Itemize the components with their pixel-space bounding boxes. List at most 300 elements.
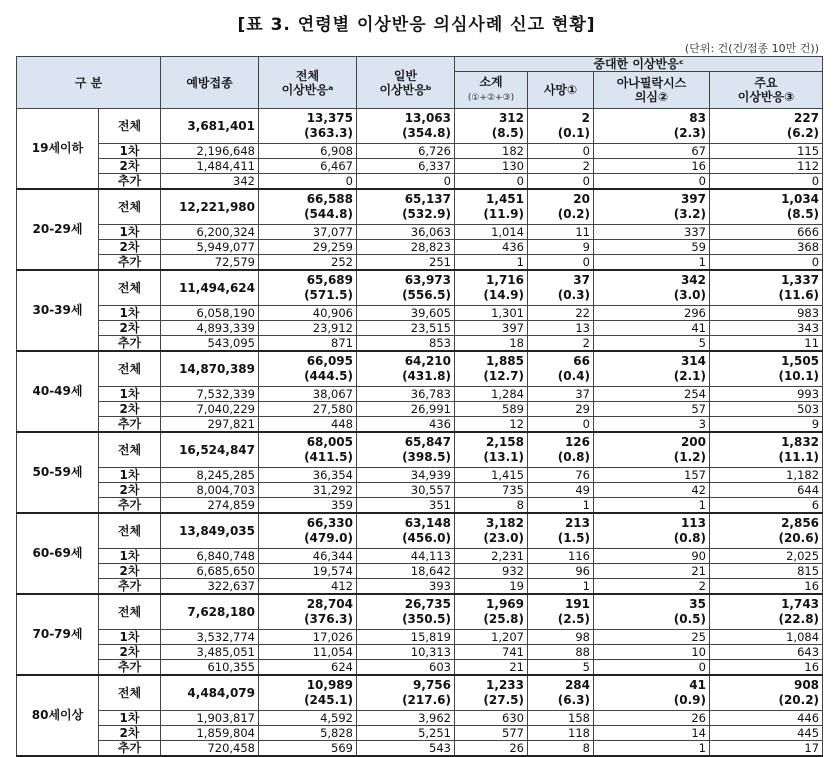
cell-vacc: 6,685,650 xyxy=(161,564,259,579)
cell-total: 871 xyxy=(259,336,357,352)
cell-vacc: 4,484,079 xyxy=(161,675,259,711)
cell-gen: 351 xyxy=(357,498,455,514)
cell-death: 76 xyxy=(528,468,594,483)
cell-death-rate: (2.5) xyxy=(557,612,590,626)
cell-total-rate: (376.3) xyxy=(304,612,353,626)
cell-major: 115 xyxy=(710,144,823,159)
dose-label: 추가 xyxy=(99,660,161,676)
header-anaphylaxis xyxy=(594,72,710,109)
header-total-ae-text: 전체 이상반응ᵃ xyxy=(281,68,334,97)
cell-ana xyxy=(594,594,710,630)
cell-ana: 1 xyxy=(594,255,710,271)
table-row xyxy=(17,513,823,549)
cell-death: 88 xyxy=(528,645,594,660)
cell-ana-count: 397 xyxy=(680,192,706,206)
age-group-label: 19세이하 xyxy=(17,109,99,190)
cell-death-rate: (6.3) xyxy=(557,693,590,707)
cell-gen-count: 9,756 xyxy=(413,678,451,692)
cell-sub xyxy=(455,351,528,387)
dose-label: 1차 xyxy=(99,225,161,240)
table-row xyxy=(17,306,823,321)
cell-ana xyxy=(594,189,710,225)
cell-death: 96 xyxy=(528,564,594,579)
cell-death: 2 xyxy=(528,336,594,352)
cell-ana: 0 xyxy=(594,660,710,676)
cell-death-rate: (0.8) xyxy=(557,450,590,464)
cell-total: 5,828 xyxy=(259,726,357,741)
cell-ana: 42 xyxy=(594,483,710,498)
dose-label: 1차 xyxy=(99,468,161,483)
cell-major-count: 1,337 xyxy=(781,273,820,287)
cell-total: 29,259 xyxy=(259,240,357,255)
cell-total: 40,906 xyxy=(259,306,357,321)
cell-death: 0 xyxy=(528,174,594,190)
cell-total: 23,912 xyxy=(259,321,357,336)
cell-death: 49 xyxy=(528,483,594,498)
cell-major: 11 xyxy=(710,336,823,352)
cell-major-rate: (10.1) xyxy=(778,369,820,383)
cell-death-rate: (1.5) xyxy=(557,531,590,545)
cell-major: 643 xyxy=(710,645,823,660)
cell-major: 17 xyxy=(710,741,823,757)
age-group-label: 30-39세 xyxy=(17,270,99,351)
cell-total-count: 68,005 xyxy=(306,435,353,449)
cell-vacc: 720,458 xyxy=(161,741,259,757)
cell-vacc: 7,040,229 xyxy=(161,402,259,417)
cell-sub-rate: (25.8) xyxy=(483,612,524,626)
dose-label: 추가 xyxy=(99,579,161,595)
dose-label: 1차 xyxy=(99,387,161,402)
cell-ana-rate: (1.2) xyxy=(673,450,706,464)
cell-major-rate: (11.1) xyxy=(778,450,820,464)
cell-total-rate: (444.5) xyxy=(304,369,353,383)
cell-ana-count: 35 xyxy=(689,597,706,611)
cell-ana-count: 83 xyxy=(689,111,706,125)
cell-sub-rate: (11.9) xyxy=(483,207,524,221)
cell-gen xyxy=(357,109,455,144)
cell-gen-count: 64,210 xyxy=(404,354,451,368)
cell-vacc: 274,859 xyxy=(161,498,259,514)
dose-label: 전체 xyxy=(99,109,161,144)
cell-death: 158 xyxy=(528,711,594,726)
cell-death xyxy=(528,594,594,630)
cell-vacc: 4,893,339 xyxy=(161,321,259,336)
cell-death: 2 xyxy=(528,159,594,174)
cell-vacc: 16,524,847 xyxy=(161,432,259,468)
cell-gen-count: 65,137 xyxy=(404,192,451,206)
cell-ana xyxy=(594,675,710,711)
dose-label: 전체 xyxy=(99,675,161,711)
cell-sub: 18 xyxy=(455,336,528,352)
cell-vacc: 2,196,648 xyxy=(161,144,259,159)
cell-major-rate: (6.2) xyxy=(786,126,820,140)
cell-sub-rate: (13.1) xyxy=(483,450,524,464)
cell-sub-rate: (27.5) xyxy=(483,693,524,707)
dose-label: 추가 xyxy=(99,174,161,190)
header-vaccinations: 예방접종 xyxy=(161,57,259,109)
cell-sub-rate: (8.5) xyxy=(491,126,524,140)
cell-ana: 25 xyxy=(594,630,710,645)
cell-sub-count: 1,451 xyxy=(486,192,524,206)
cell-death xyxy=(528,432,594,468)
cell-total-count: 66,095 xyxy=(306,354,353,368)
cell-major: 6 xyxy=(710,498,823,514)
cell-vacc: 12,221,980 xyxy=(161,189,259,225)
dose-label: 2차 xyxy=(99,483,161,498)
table-row xyxy=(17,483,823,498)
cell-death-rate: (0.3) xyxy=(557,288,590,302)
cell-vacc: 1,903,817 xyxy=(161,711,259,726)
cell-sub xyxy=(455,270,528,306)
cell-death: 5 xyxy=(528,660,594,676)
cell-ana-count: 314 xyxy=(680,354,706,368)
cell-major xyxy=(710,675,823,711)
cell-major-count: 908 xyxy=(793,678,820,692)
cell-ana: 16 xyxy=(594,159,710,174)
cell-death: 118 xyxy=(528,726,594,741)
cell-major-rate: (20.2) xyxy=(778,693,820,707)
table-row xyxy=(17,174,823,190)
cell-death xyxy=(528,189,594,225)
cell-gen: 6,337 xyxy=(357,159,455,174)
cell-ana-rate: (0.9) xyxy=(673,693,706,707)
cell-major: 343 xyxy=(710,321,823,336)
cell-gen: 39,605 xyxy=(357,306,455,321)
cell-death: 29 xyxy=(528,402,594,417)
cell-gen xyxy=(357,351,455,387)
cell-major: 9 xyxy=(710,417,823,433)
cell-gen-rate: (354.8) xyxy=(402,126,451,140)
cell-total: 27,580 xyxy=(259,402,357,417)
dose-label: 전체 xyxy=(99,432,161,468)
cell-major-count: 2,856 xyxy=(781,516,820,530)
cell-death: 11 xyxy=(528,225,594,240)
cell-death: 0 xyxy=(528,417,594,433)
cell-gen-rate: (556.5) xyxy=(402,288,451,302)
header-subtotal-note: (①+②+③) xyxy=(467,93,515,103)
cell-ana: 254 xyxy=(594,387,710,402)
cell-sub: 21 xyxy=(455,660,528,676)
table-row xyxy=(17,498,823,514)
cell-major: 446 xyxy=(710,711,823,726)
age-group-label: 60-69세 xyxy=(17,513,99,594)
cell-total-rate: (411.5) xyxy=(304,450,353,464)
cell-gen: 251 xyxy=(357,255,455,271)
cell-ana-count: 342 xyxy=(680,273,706,287)
cell-major-count: 1,743 xyxy=(781,597,820,611)
table-row xyxy=(17,645,823,660)
dose-label: 전체 xyxy=(99,513,161,549)
table-row xyxy=(17,432,823,468)
cell-ana: 337 xyxy=(594,225,710,240)
cell-gen: 26,991 xyxy=(357,402,455,417)
cell-death: 13 xyxy=(528,321,594,336)
cell-total: 36,354 xyxy=(259,468,357,483)
cell-gen-rate: (456.0) xyxy=(402,531,451,545)
cell-gen: 23,515 xyxy=(357,321,455,336)
age-group-label: 70-79세 xyxy=(17,594,99,675)
age-group-label: 50-59세 xyxy=(17,432,99,513)
header-subtotal xyxy=(455,72,528,109)
cell-major: 993 xyxy=(710,387,823,402)
cell-vacc: 7,532,339 xyxy=(161,387,259,402)
cell-total: 37,077 xyxy=(259,225,357,240)
cell-sub: 436 xyxy=(455,240,528,255)
cell-major: 368 xyxy=(710,240,823,255)
cell-major: 445 xyxy=(710,726,823,741)
cell-sub-count: 1,969 xyxy=(486,597,524,611)
cell-gen: 15,819 xyxy=(357,630,455,645)
dose-label: 추가 xyxy=(99,336,161,352)
table-body xyxy=(17,109,823,757)
cell-ana-count: 200 xyxy=(680,435,706,449)
dose-label: 전체 xyxy=(99,351,161,387)
cell-vacc: 7,628,180 xyxy=(161,594,259,630)
header-subtotal-text: 소계 xyxy=(479,75,503,89)
cell-sub-count: 1,716 xyxy=(486,273,524,287)
cell-total-rate: (363.3) xyxy=(304,126,353,140)
table-row xyxy=(17,564,823,579)
cell-ana-rate: (2.3) xyxy=(673,126,706,140)
cell-gen-count: 26,735 xyxy=(404,597,451,611)
header-general-ae-text: 일반 이상반응ᵇ xyxy=(379,68,432,97)
cell-vacc: 6,058,190 xyxy=(161,306,259,321)
table-row xyxy=(17,225,823,240)
cell-total: 38,067 xyxy=(259,387,357,402)
cell-total-rate: (544.8) xyxy=(304,207,353,221)
cell-vacc: 610,355 xyxy=(161,660,259,676)
cell-death: 37 xyxy=(528,387,594,402)
cell-sub-count: 312 xyxy=(498,111,524,125)
table-row xyxy=(17,726,823,741)
cell-sub: 182 xyxy=(455,144,528,159)
cell-gen: 10,313 xyxy=(357,645,455,660)
cell-gen: 36,783 xyxy=(357,387,455,402)
cell-ana-rate: (2.1) xyxy=(673,369,706,383)
cell-gen: 28,823 xyxy=(357,240,455,255)
cell-major: 1,084 xyxy=(710,630,823,645)
cell-total: 17,026 xyxy=(259,630,357,645)
cell-death-rate: (0.4) xyxy=(557,369,590,383)
cell-total: 359 xyxy=(259,498,357,514)
cell-sub: 1 xyxy=(455,255,528,271)
cell-ana: 41 xyxy=(594,321,710,336)
cell-gen-rate: (398.5) xyxy=(402,450,451,464)
cell-major xyxy=(710,432,823,468)
cell-death: 9 xyxy=(528,240,594,255)
header-major-ae xyxy=(710,72,823,109)
cell-ana: 296 xyxy=(594,306,710,321)
cell-ana-rate: (3.0) xyxy=(673,288,706,302)
cell-total: 624 xyxy=(259,660,357,676)
cell-gen-count: 63,973 xyxy=(404,273,451,287)
cell-vacc: 297,821 xyxy=(161,417,259,433)
cell-ana: 1 xyxy=(594,498,710,514)
cell-major: 1,182 xyxy=(710,468,823,483)
dose-label: 2차 xyxy=(99,321,161,336)
header-anaphylaxis-text: 아나필락시스 의심② xyxy=(616,76,687,104)
cell-total: 569 xyxy=(259,741,357,757)
cell-sub: 735 xyxy=(455,483,528,498)
cell-sub: 1,301 xyxy=(455,306,528,321)
cell-total-count: 28,704 xyxy=(306,597,353,611)
cell-total: 6,467 xyxy=(259,159,357,174)
cell-death-count: 284 xyxy=(564,678,590,692)
cell-vacc: 3,485,051 xyxy=(161,645,259,660)
cell-total: 11,054 xyxy=(259,645,357,660)
cell-death-count: 191 xyxy=(564,597,590,611)
cell-ana: 1 xyxy=(594,741,710,757)
cell-death: 1 xyxy=(528,579,594,595)
cell-ana: 21 xyxy=(594,564,710,579)
cell-major xyxy=(710,109,823,144)
cell-gen xyxy=(357,675,455,711)
dose-label: 1차 xyxy=(99,630,161,645)
cell-ana xyxy=(594,351,710,387)
header-general-ae xyxy=(357,57,455,109)
cell-ana: 59 xyxy=(594,240,710,255)
cell-sub xyxy=(455,109,528,144)
cell-vacc: 8,004,703 xyxy=(161,483,259,498)
cell-ana xyxy=(594,270,710,306)
cell-gen: 30,557 xyxy=(357,483,455,498)
cell-gen: 0 xyxy=(357,174,455,190)
cell-major xyxy=(710,594,823,630)
cell-death: 116 xyxy=(528,549,594,564)
cell-total: 31,292 xyxy=(259,483,357,498)
table-row xyxy=(17,417,823,433)
cell-major xyxy=(710,189,823,225)
cell-major-count: 1,832 xyxy=(781,435,820,449)
cell-total xyxy=(259,513,357,549)
cell-total xyxy=(259,675,357,711)
cell-vacc: 342 xyxy=(161,174,259,190)
cell-death xyxy=(528,109,594,144)
cell-sub: 19 xyxy=(455,579,528,595)
header-serious-group: 중대한 이상반응ᶜ xyxy=(455,57,823,72)
cell-death-count: 213 xyxy=(564,516,590,530)
cell-total-rate: (245.1) xyxy=(304,693,353,707)
cell-death xyxy=(528,675,594,711)
cell-total: 4,592 xyxy=(259,711,357,726)
cell-ana xyxy=(594,513,710,549)
table-row xyxy=(17,468,823,483)
cell-vacc: 1,859,804 xyxy=(161,726,259,741)
cell-sub: 1,415 xyxy=(455,468,528,483)
cell-sub: 1,207 xyxy=(455,630,528,645)
age-group-label: 40-49세 xyxy=(17,351,99,432)
table-row xyxy=(17,351,823,387)
table-row xyxy=(17,387,823,402)
cell-major: 0 xyxy=(710,174,823,190)
cell-major: 16 xyxy=(710,660,823,676)
cell-sub-rate: (14.9) xyxy=(483,288,524,302)
cell-total xyxy=(259,189,357,225)
unit-note: (단위: 건(건/접종 10만 건)) xyxy=(684,42,819,55)
cell-gen xyxy=(357,189,455,225)
cell-ana: 14 xyxy=(594,726,710,741)
cell-sub xyxy=(455,675,528,711)
cell-ana-count: 113 xyxy=(680,516,706,530)
header-total-ae xyxy=(259,57,357,109)
cell-death xyxy=(528,270,594,306)
cell-death: 98 xyxy=(528,630,594,645)
cell-total xyxy=(259,109,357,144)
table-row xyxy=(17,321,823,336)
cell-total: 0 xyxy=(259,174,357,190)
cell-sub: 0 xyxy=(455,174,528,190)
cell-gen: 18,642 xyxy=(357,564,455,579)
cell-total xyxy=(259,432,357,468)
cell-sub: 1,284 xyxy=(455,387,528,402)
cell-major: 644 xyxy=(710,483,823,498)
cell-gen-rate: (532.9) xyxy=(402,207,451,221)
cell-gen: 853 xyxy=(357,336,455,352)
cell-major xyxy=(710,270,823,306)
cell-vacc: 1,484,411 xyxy=(161,159,259,174)
age-group-label: 20-29세 xyxy=(17,189,99,270)
cell-sub: 1,014 xyxy=(455,225,528,240)
cell-ana: 0 xyxy=(594,174,710,190)
cell-death-count: 20 xyxy=(573,192,590,206)
cell-ana: 67 xyxy=(594,144,710,159)
cell-gen xyxy=(357,432,455,468)
cell-major: 983 xyxy=(710,306,823,321)
cell-gen-rate: (350.5) xyxy=(402,612,451,626)
cell-major: 112 xyxy=(710,159,823,174)
table-row xyxy=(17,270,823,306)
dose-label: 추가 xyxy=(99,498,161,514)
age-adverse-event-table xyxy=(16,56,823,757)
cell-gen: 436 xyxy=(357,417,455,433)
table-row xyxy=(17,336,823,352)
cell-major: 2,025 xyxy=(710,549,823,564)
cell-sub xyxy=(455,189,528,225)
dose-label: 2차 xyxy=(99,564,161,579)
cell-total-count: 65,689 xyxy=(306,273,353,287)
cell-vacc: 543,095 xyxy=(161,336,259,352)
dose-label: 2차 xyxy=(99,726,161,741)
table-row xyxy=(17,255,823,271)
cell-total-count: 10,989 xyxy=(306,678,353,692)
cell-total: 412 xyxy=(259,579,357,595)
dose-label: 추가 xyxy=(99,255,161,271)
cell-vacc: 6,840,748 xyxy=(161,549,259,564)
cell-death-count: 66 xyxy=(573,354,590,368)
table-row xyxy=(17,579,823,595)
cell-total-count: 66,330 xyxy=(306,516,353,530)
cell-gen-rate: (217.6) xyxy=(402,693,451,707)
dose-label: 1차 xyxy=(99,144,161,159)
cell-sub-rate: (23.0) xyxy=(483,531,524,545)
table-row xyxy=(17,109,823,144)
cell-death-count: 126 xyxy=(564,435,590,449)
cell-death-count: 37 xyxy=(573,273,590,287)
cell-death: 1 xyxy=(528,498,594,514)
cell-ana-count: 41 xyxy=(689,678,706,692)
cell-major-rate: (20.6) xyxy=(778,531,820,545)
cell-major: 0 xyxy=(710,255,823,271)
cell-death: 0 xyxy=(528,255,594,271)
cell-sub xyxy=(455,432,528,468)
cell-major-count: 227 xyxy=(793,111,820,125)
cell-gen-count: 63,148 xyxy=(404,516,451,530)
table-row xyxy=(17,630,823,645)
cell-death-count: 2 xyxy=(581,111,590,125)
cell-gen: 36,063 xyxy=(357,225,455,240)
cell-total-count: 13,375 xyxy=(306,111,353,125)
cell-major-rate: (22.8) xyxy=(778,612,820,626)
